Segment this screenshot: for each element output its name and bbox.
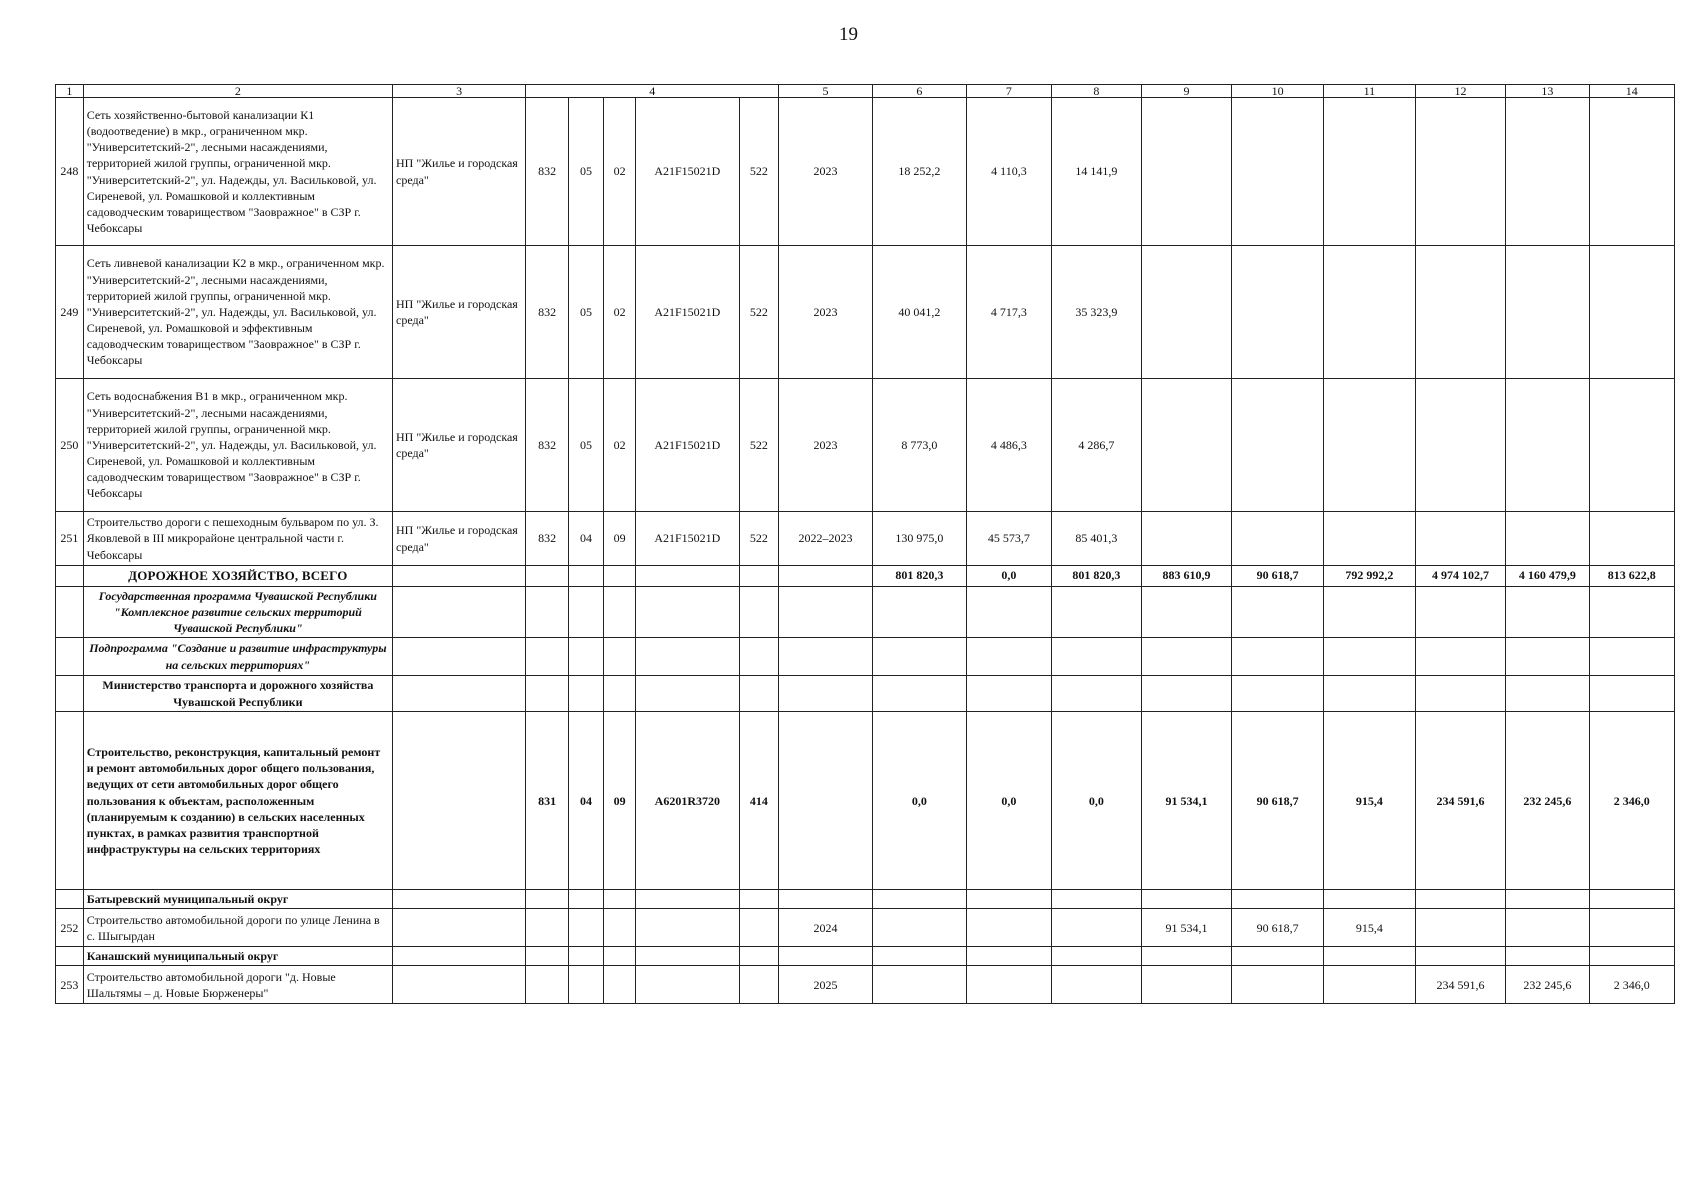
code-subsection: 09	[604, 712, 636, 890]
total-row	[56, 566, 1675, 587]
executor: НП "Жилье и городская среда"	[393, 512, 526, 566]
code-subsection: 02	[604, 246, 636, 379]
value-cell: 18 252,2	[872, 98, 966, 246]
code-section: 05	[568, 379, 603, 512]
total-value: 4 160 479,9	[1506, 566, 1589, 587]
value-cell	[1415, 98, 1506, 246]
subprogram-title: Подпрограмма "Создание и развитие инфраструктуры на сельских территориях"	[83, 638, 392, 676]
value-cell: 35 323,9	[1052, 246, 1142, 379]
table-row	[56, 512, 1675, 566]
code-subsection: 02	[604, 98, 636, 246]
column-header: 14	[1589, 85, 1674, 98]
value-cell	[1141, 379, 1232, 512]
year-cell: 2023	[779, 379, 873, 512]
value-cell: 40 041,2	[872, 246, 966, 379]
row-number: 252	[56, 909, 84, 947]
column-number-header	[56, 85, 1675, 98]
column-header: 7	[966, 85, 1051, 98]
executor: НП "Жилье и городская среда"	[393, 379, 526, 512]
row-number: 251	[56, 512, 84, 566]
code-subsection: 02	[604, 379, 636, 512]
value-cell: 234 591,6	[1415, 966, 1506, 1004]
value-cell: 4 286,7	[1052, 379, 1142, 512]
code-target: A21F15021D	[636, 379, 739, 512]
object-name: Сеть водоснабжения В1 в мкр., ограниченном мкр. "Университетский-2", лесными насаждениями, территорией жилой группы, ограниченной мкр. "Университетский-2", ул. Надежды, ул. Васильковой, ул. Сиреневой, ул. Ромашковой и коллективным садоводческим товариществом "Заовражное" в СЗР г. Чебоксары	[83, 379, 392, 512]
value-cell	[1415, 512, 1506, 566]
object-name: Сеть ливневой канализации К2 в мкр., ограниченном мкр. "Университетский-2", лесными насаждениями, территорией жилой группы, ограниченной мкр. "Университетский-2", ул. Надежды, ул. Васильковой, ул. Сиреневой, ул. Ромашковой и эффективным садоводческим товариществом "Заовражное" в СЗР г. Чебоксары	[83, 246, 392, 379]
value-cell	[1506, 98, 1589, 246]
value-cell: 91 534,1	[1141, 712, 1232, 890]
column-header: 12	[1415, 85, 1506, 98]
value-cell: 232 245,6	[1506, 712, 1589, 890]
value-cell	[1141, 246, 1232, 379]
code-ministry: 832	[526, 98, 569, 246]
year-cell: 2025	[779, 966, 873, 1004]
value-cell	[1589, 512, 1674, 566]
value-cell: 915,4	[1324, 909, 1416, 947]
column-header: 1	[56, 85, 84, 98]
total-value: 4 974 102,7	[1415, 566, 1506, 587]
code-target: A6201R3720	[636, 712, 739, 890]
year-cell: 2023	[779, 246, 873, 379]
column-header: 10	[1232, 85, 1324, 98]
column-header: 4	[526, 85, 779, 98]
value-cell: 90 618,7	[1232, 712, 1324, 890]
code-expense: 522	[739, 98, 779, 246]
column-header: 6	[872, 85, 966, 98]
object-name: Строительство автомобильной дороги "д. Новые Шальтямы – д. Новые Бюрженеры"	[83, 966, 392, 1004]
table-row	[56, 98, 1675, 246]
value-cell: 8 773,0	[872, 379, 966, 512]
row-number: 253	[56, 966, 84, 1004]
row-number: 248	[56, 98, 84, 246]
row-number: 249	[56, 246, 84, 379]
value-cell	[1141, 98, 1232, 246]
value-cell: 130 975,0	[872, 512, 966, 566]
district-row	[56, 947, 1675, 966]
code-expense: 522	[739, 246, 779, 379]
district-name: Батыревский муниципальный округ	[83, 890, 392, 909]
code-target: A21F15021D	[636, 98, 739, 246]
total-label: ДОРОЖНОЕ ХОЗЯЙСТВО, ВСЕГО	[83, 566, 392, 587]
value-cell	[1506, 246, 1589, 379]
code-ministry: 832	[526, 379, 569, 512]
column-header: 2	[83, 85, 392, 98]
value-cell	[1232, 379, 1324, 512]
budget-table	[55, 84, 1675, 1004]
measure-name: Строительство, реконструкция, капитальный ремонт и ремонт автомобильных дорог общего пользования, ведущих от сети автомобильных дорог общего пользования к объектам, расположенным (планируемым к созданию) в сельских населенных пунктах, в рамках развития транспортной инфраструктуры на сельских территориях	[83, 712, 392, 890]
code-subsection: 09	[604, 512, 636, 566]
program-row	[56, 586, 1675, 638]
total-value: 0,0	[966, 566, 1051, 587]
code-section: 04	[568, 712, 603, 890]
year-cell: 2023	[779, 98, 873, 246]
value-cell: 85 401,3	[1052, 512, 1142, 566]
total-value: 801 820,3	[872, 566, 966, 587]
value-cell	[1232, 98, 1324, 246]
object-name: Строительство дороги с пешеходным бульваром по ул. З. Яковлевой в III микрорайоне центральной части г. Чебоксары	[83, 512, 392, 566]
table-row	[56, 966, 1675, 1004]
value-cell: 232 245,6	[1506, 966, 1589, 1004]
value-cell	[1324, 246, 1416, 379]
value-cell: 4 110,3	[966, 98, 1051, 246]
page-number: 19	[839, 24, 858, 45]
value-cell: 915,4	[1324, 712, 1416, 890]
code-ministry: 832	[526, 246, 569, 379]
value-cell: 4 486,3	[966, 379, 1051, 512]
total-value: 801 820,3	[1052, 566, 1142, 587]
total-value: 90 618,7	[1232, 566, 1324, 587]
value-cell: 90 618,7	[1232, 909, 1324, 947]
column-header: 5	[779, 85, 873, 98]
column-header: 13	[1506, 85, 1589, 98]
row-number: 250	[56, 379, 84, 512]
code-section: 05	[568, 246, 603, 379]
table-row	[56, 379, 1675, 512]
code-target: A21F15021D	[636, 512, 739, 566]
value-cell: 0,0	[1052, 712, 1142, 890]
executor: НП "Жилье и городская среда"	[393, 246, 526, 379]
object-name: Строительство автомобильной дороги по улице Ленина в с. Шыгырдан	[83, 909, 392, 947]
executor: НП "Жилье и городская среда"	[393, 98, 526, 246]
code-target: A21F15021D	[636, 246, 739, 379]
value-cell	[1415, 379, 1506, 512]
value-cell: 0,0	[872, 712, 966, 890]
code-section: 05	[568, 98, 603, 246]
value-cell: 234 591,6	[1415, 712, 1506, 890]
value-cell	[1232, 246, 1324, 379]
table-row	[56, 246, 1675, 379]
value-cell	[1232, 512, 1324, 566]
subprogram-row	[56, 638, 1675, 676]
code-expense: 522	[739, 512, 779, 566]
value-cell: 14 141,9	[1052, 98, 1142, 246]
column-header: 3	[393, 85, 526, 98]
value-cell: 4 717,3	[966, 246, 1051, 379]
year-cell: 2024	[779, 909, 873, 947]
table-row	[56, 909, 1675, 947]
code-ministry: 831	[526, 712, 569, 890]
value-cell: 45 573,7	[966, 512, 1051, 566]
code-expense: 522	[739, 379, 779, 512]
value-cell	[1141, 512, 1232, 566]
column-header: 8	[1052, 85, 1142, 98]
value-cell: 0,0	[966, 712, 1051, 890]
value-cell	[1324, 512, 1416, 566]
value-cell: 2 346,0	[1589, 966, 1674, 1004]
value-cell	[1324, 98, 1416, 246]
ministry-row	[56, 676, 1675, 712]
code-section: 04	[568, 512, 603, 566]
value-cell: 2 346,0	[1589, 712, 1674, 890]
code-expense: 414	[739, 712, 779, 890]
ministry-title: Министерство транспорта и дорожного хозяйства Чувашской Республики	[83, 676, 392, 712]
value-cell	[1506, 379, 1589, 512]
district-row	[56, 890, 1675, 909]
total-value: 883 610,9	[1141, 566, 1232, 587]
value-cell	[1589, 379, 1674, 512]
value-cell	[1589, 98, 1674, 246]
column-header: 9	[1141, 85, 1232, 98]
value-cell: 91 534,1	[1141, 909, 1232, 947]
measure-row	[56, 712, 1675, 890]
column-header: 11	[1324, 85, 1416, 98]
district-name: Канашский муниципальный округ	[83, 947, 392, 966]
program-title: Государственная программа Чувашской Республики "Комплексное развитие сельских территорий Чувашской Республики"	[83, 586, 392, 638]
total-value: 792 992,2	[1324, 566, 1416, 587]
value-cell	[1324, 379, 1416, 512]
value-cell	[1589, 246, 1674, 379]
year-cell: 2022–2023	[779, 512, 873, 566]
value-cell	[1506, 512, 1589, 566]
total-value: 813 622,8	[1589, 566, 1674, 587]
value-cell	[1415, 246, 1506, 379]
code-ministry: 832	[526, 512, 569, 566]
object-name: Сеть хозяйственно-бытовой канализации К1 (водоотведение) в мкр., ограниченном мкр. "Университетский-2", лесными насаждениями, территорией жилой группы, ограниченной мкр. "Университетский-2", ул. Надежды, ул. Васильковой, ул. Сиреневой, ул. Ромашковой и коллективным садоводческим товариществом "Заовражное" в СЗР г. Чебоксары	[83, 98, 392, 246]
